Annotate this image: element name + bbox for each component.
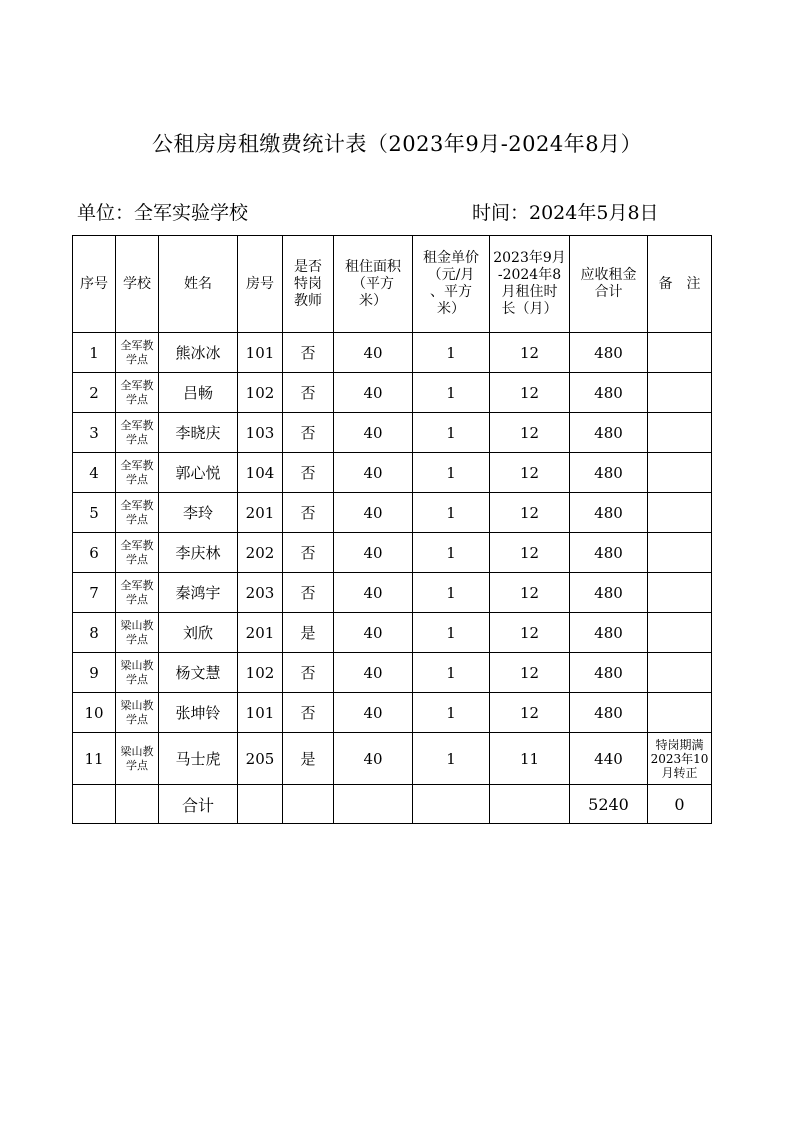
cell-area: 40	[334, 733, 413, 785]
cell-area: 40	[334, 413, 413, 453]
cell-special: 否	[283, 493, 334, 533]
total-rent: 5240	[570, 785, 648, 824]
cell-note	[648, 333, 712, 373]
cell-price: 1	[413, 693, 490, 733]
cell-room: 202	[238, 533, 283, 573]
cell-note	[648, 573, 712, 613]
cell-months: 11	[490, 733, 570, 785]
cell-months: 12	[490, 693, 570, 733]
cell-name: 吕畅	[159, 373, 238, 413]
cell-special: 否	[283, 453, 334, 493]
cell-note: 特岗期满 2023年10 月转正	[648, 733, 712, 785]
cell-months: 12	[490, 533, 570, 573]
cell-special: 否	[283, 413, 334, 453]
total-cell-empty	[238, 785, 283, 824]
cell-note	[648, 373, 712, 413]
cell-price: 1	[413, 573, 490, 613]
cell-room: 205	[238, 733, 283, 785]
cell-name: 李玲	[159, 493, 238, 533]
cell-room: 101	[238, 693, 283, 733]
cell-name: 秦鸿宇	[159, 573, 238, 613]
cell-seq: 1	[73, 333, 116, 373]
cell-seq: 6	[73, 533, 116, 573]
cell-school: 梁山教 学点	[116, 693, 159, 733]
cell-school: 全军教 学点	[116, 573, 159, 613]
cell-note	[648, 653, 712, 693]
cell-school: 梁山教 学点	[116, 653, 159, 693]
cell-room: 101	[238, 333, 283, 373]
cell-name: 杨文慧	[159, 653, 238, 693]
cell-note	[648, 693, 712, 733]
header-name: 姓名	[159, 236, 238, 333]
total-cell-empty	[490, 785, 570, 824]
cell-room: 104	[238, 453, 283, 493]
cell-special: 否	[283, 533, 334, 573]
cell-note	[648, 533, 712, 573]
cell-seq: 5	[73, 493, 116, 533]
cell-name: 李晓庆	[159, 413, 238, 453]
cell-school: 梁山教 学点	[116, 733, 159, 785]
cell-room: 201	[238, 493, 283, 533]
cell-seq: 11	[73, 733, 116, 785]
cell-rent: 480	[570, 493, 648, 533]
total-cell-empty	[116, 785, 159, 824]
cell-rent: 480	[570, 613, 648, 653]
header-price: 租金单价 （元/月 、平方 米）	[413, 236, 490, 333]
cell-months: 12	[490, 613, 570, 653]
header-note: 备 注	[648, 236, 712, 333]
cell-school: 梁山教 学点	[116, 613, 159, 653]
cell-seq: 7	[73, 573, 116, 613]
unit-label: 单位：全军实验学校	[77, 202, 249, 224]
header-room: 房号	[238, 236, 283, 333]
cell-seq: 8	[73, 613, 116, 653]
cell-seq: 9	[73, 653, 116, 693]
cell-area: 40	[334, 373, 413, 413]
cell-price: 1	[413, 413, 490, 453]
cell-special: 否	[283, 573, 334, 613]
cell-price: 1	[413, 613, 490, 653]
cell-rent: 440	[570, 733, 648, 785]
cell-area: 40	[334, 453, 413, 493]
total-note: 0	[648, 785, 712, 824]
cell-room: 102	[238, 653, 283, 693]
cell-price: 1	[413, 733, 490, 785]
header-seq: 序号	[73, 236, 116, 333]
cell-area: 40	[334, 533, 413, 573]
cell-seq: 10	[73, 693, 116, 733]
cell-months: 12	[490, 453, 570, 493]
cell-room: 103	[238, 413, 283, 453]
table-row	[73, 653, 712, 693]
cell-months: 12	[490, 373, 570, 413]
table-row	[73, 733, 712, 785]
cell-seq: 3	[73, 413, 116, 453]
cell-school: 全军教 学点	[116, 333, 159, 373]
total-cell-empty	[413, 785, 490, 824]
cell-price: 1	[413, 533, 490, 573]
cell-room: 203	[238, 573, 283, 613]
cell-name: 熊冰冰	[159, 333, 238, 373]
cell-seq: 2	[73, 373, 116, 413]
cell-area: 40	[334, 613, 413, 653]
cell-school: 全军教 学点	[116, 493, 159, 533]
cell-months: 12	[490, 653, 570, 693]
rent-table	[72, 235, 712, 824]
header-months: 2023年9月 -2024年8 月租住时 长（月）	[490, 236, 570, 333]
cell-months: 12	[490, 413, 570, 453]
cell-name: 刘欣	[159, 613, 238, 653]
cell-name: 郭心悦	[159, 453, 238, 493]
table-row	[73, 533, 712, 573]
table-row	[73, 493, 712, 533]
cell-school: 全军教 学点	[116, 453, 159, 493]
header-row	[73, 236, 712, 333]
cell-room: 201	[238, 613, 283, 653]
cell-price: 1	[413, 373, 490, 413]
cell-price: 1	[413, 493, 490, 533]
cell-special: 否	[283, 693, 334, 733]
cell-school: 全军教 学点	[116, 373, 159, 413]
cell-rent: 480	[570, 693, 648, 733]
cell-name: 李庆林	[159, 533, 238, 573]
cell-special: 否	[283, 333, 334, 373]
cell-note	[648, 613, 712, 653]
cell-room: 102	[238, 373, 283, 413]
cell-seq: 4	[73, 453, 116, 493]
cell-rent: 480	[570, 333, 648, 373]
cell-special: 是	[283, 613, 334, 653]
cell-months: 12	[490, 493, 570, 533]
cell-name: 张坤铃	[159, 693, 238, 733]
cell-school: 全军教 学点	[116, 533, 159, 573]
cell-rent: 480	[570, 533, 648, 573]
cell-area: 40	[334, 693, 413, 733]
header-rent: 应收租金 合计	[570, 236, 648, 333]
cell-rent: 480	[570, 453, 648, 493]
table-row	[73, 333, 712, 373]
total-cell-empty	[73, 785, 116, 824]
cell-months: 12	[490, 333, 570, 373]
table-row	[73, 373, 712, 413]
cell-area: 40	[334, 333, 413, 373]
page-title: 公租房房租缴费统计表（2023年9月-2024年8月）	[151, 132, 643, 156]
cell-name: 马士虎	[159, 733, 238, 785]
total-cell-empty	[283, 785, 334, 824]
table-row	[73, 413, 712, 453]
cell-note	[648, 493, 712, 533]
cell-rent: 480	[570, 413, 648, 453]
header-special: 是否 特岗 教师	[283, 236, 334, 333]
cell-months: 12	[490, 573, 570, 613]
cell-note	[648, 453, 712, 493]
table-row	[73, 693, 712, 733]
table-row	[73, 453, 712, 493]
cell-rent: 480	[570, 373, 648, 413]
cell-rent: 480	[570, 653, 648, 693]
total-label: 合计	[159, 785, 238, 824]
cell-price: 1	[413, 333, 490, 373]
cell-special: 否	[283, 653, 334, 693]
cell-special: 否	[283, 373, 334, 413]
cell-price: 1	[413, 653, 490, 693]
header-area: 租住面积 （平方 米）	[334, 236, 413, 333]
cell-school: 全军教 学点	[116, 413, 159, 453]
cell-rent: 480	[570, 573, 648, 613]
cell-special: 是	[283, 733, 334, 785]
total-row	[73, 785, 712, 824]
cell-area: 40	[334, 493, 413, 533]
table-row	[73, 613, 712, 653]
table-row	[73, 573, 712, 613]
cell-area: 40	[334, 653, 413, 693]
cell-note	[648, 413, 712, 453]
header-school: 学校	[116, 236, 159, 333]
total-cell-empty	[334, 785, 413, 824]
cell-area: 40	[334, 573, 413, 613]
cell-price: 1	[413, 453, 490, 493]
date-label: 时间：2024年5月8日	[472, 202, 659, 224]
